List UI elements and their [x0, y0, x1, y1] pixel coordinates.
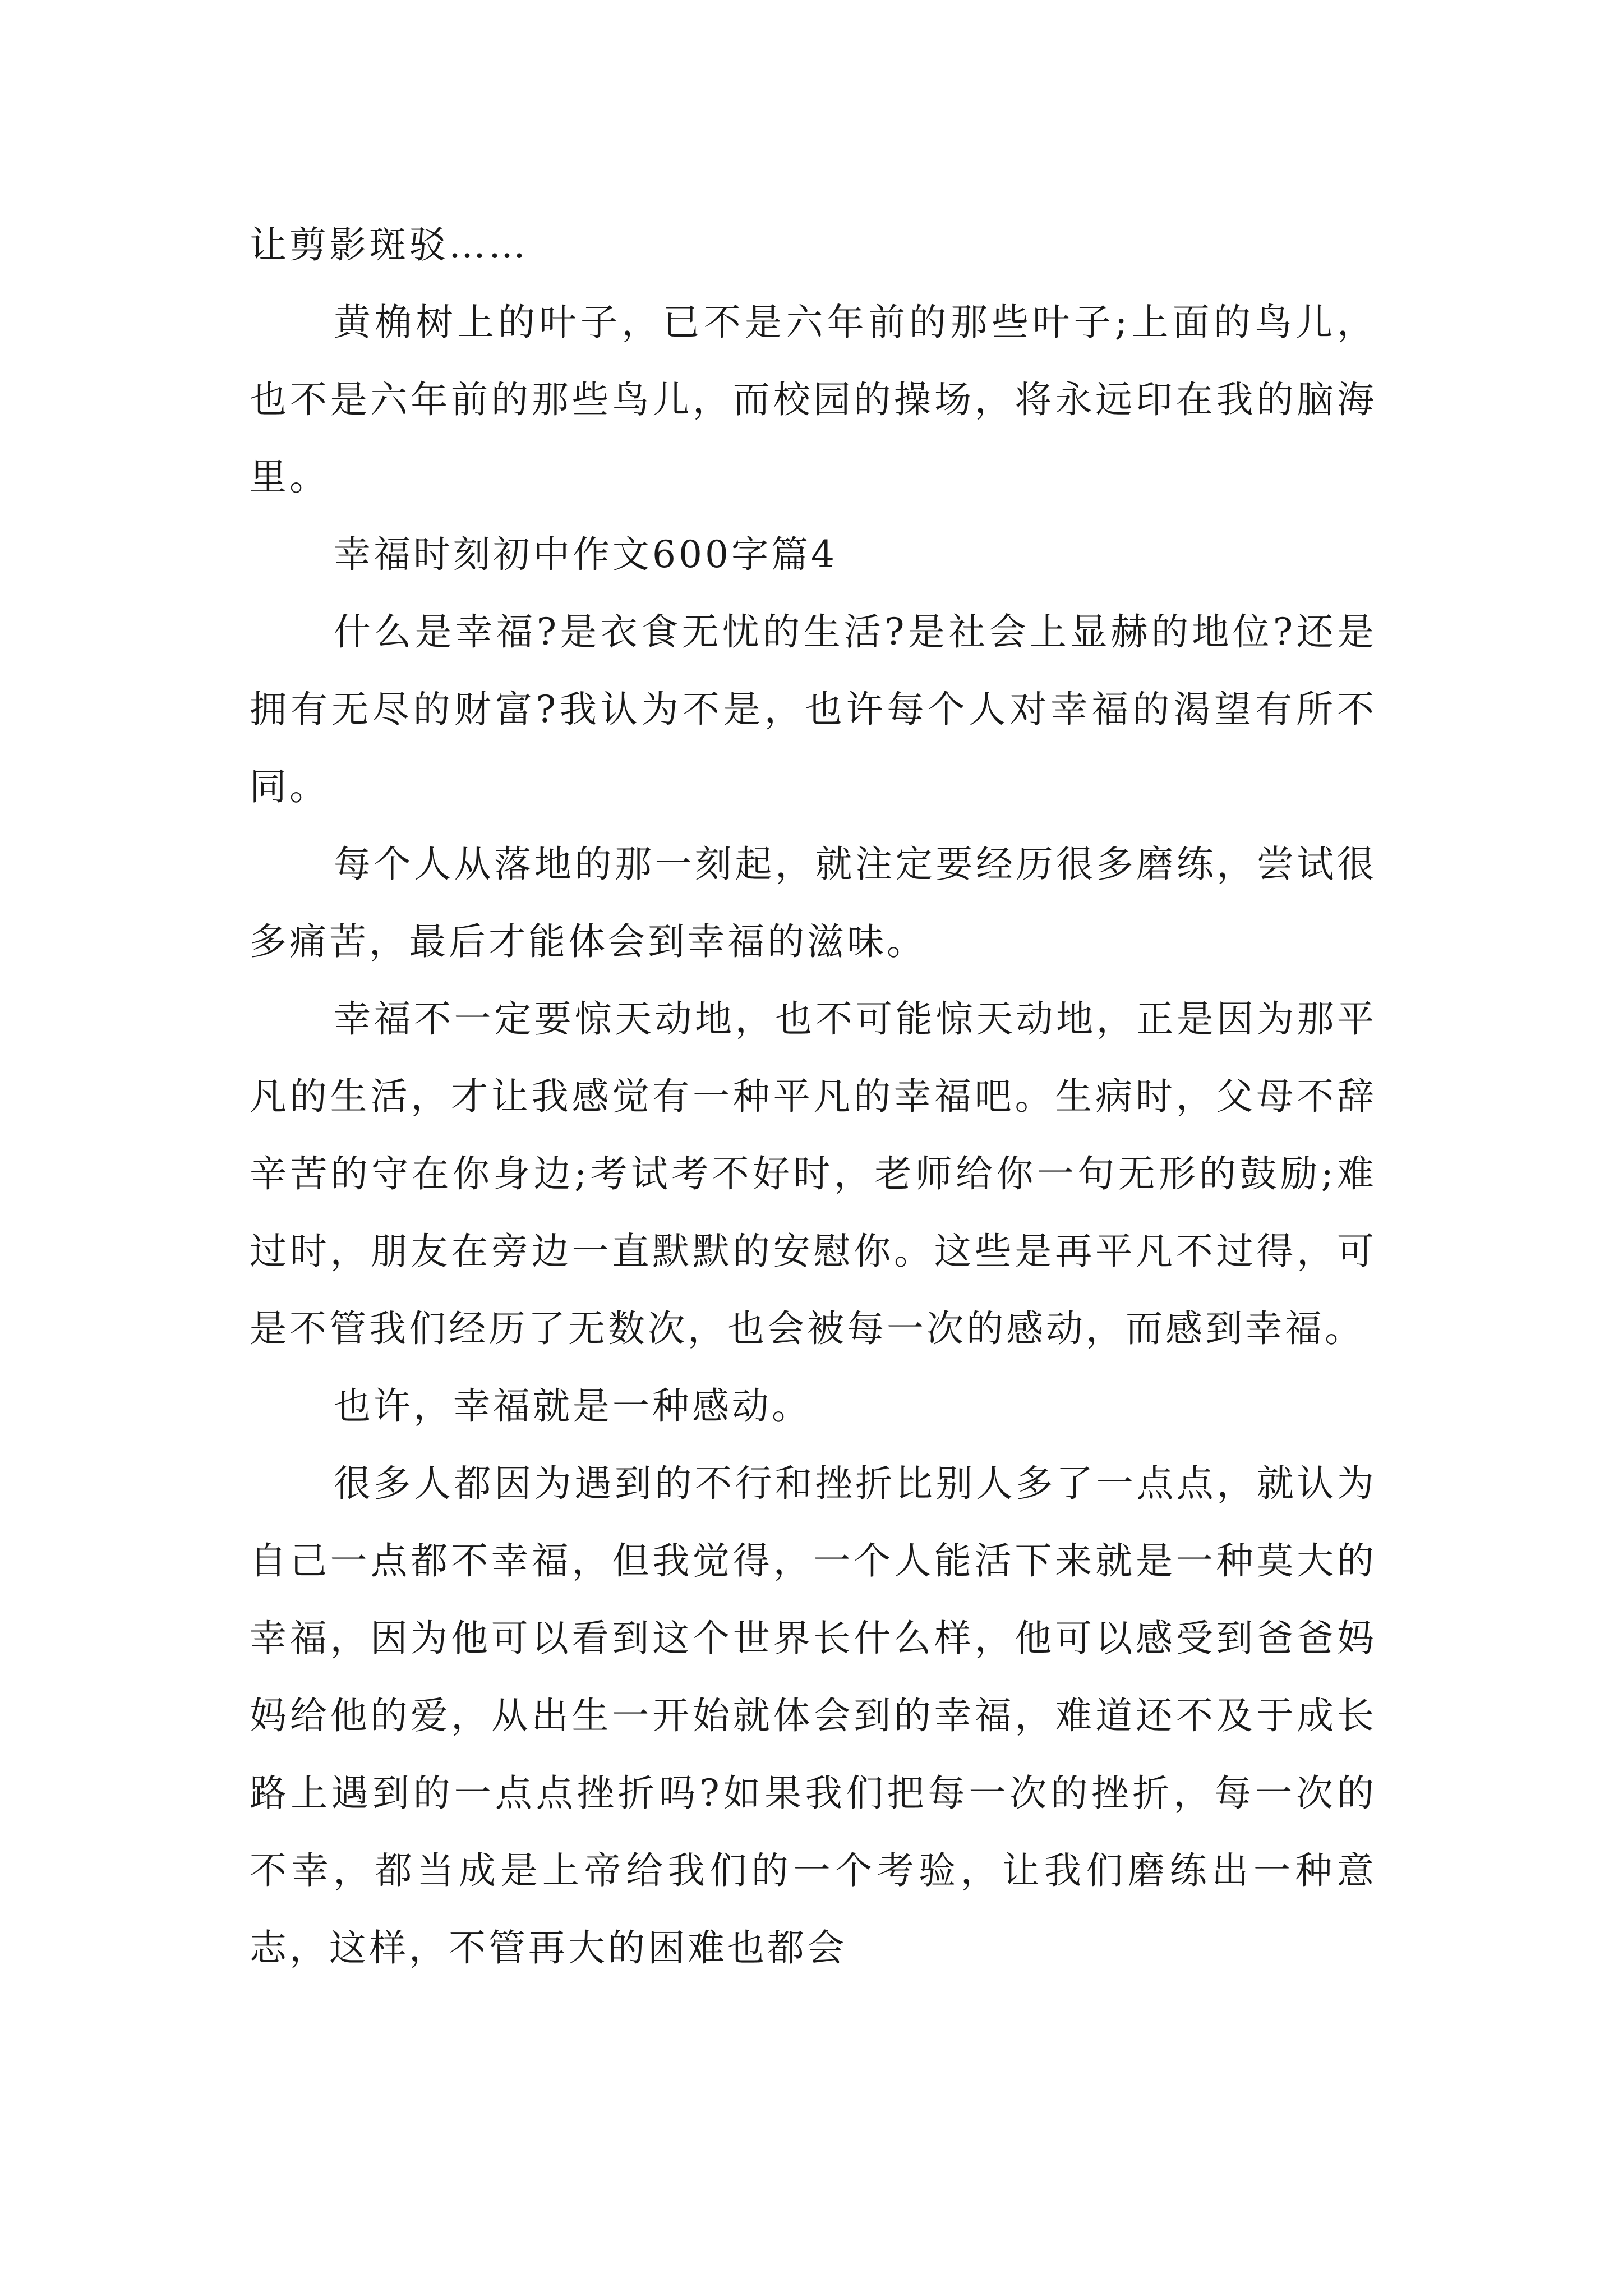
paragraph-happiness-is-touching: 也许，幸福就是一种感动。 — [334, 1384, 811, 1428]
paragraph-what-is-happiness: 什么是幸福?是衣食无忧的生活?是社会上显赫的地位?还是拥有无尽的财富?我认为不是，也许每个人对幸福的渴望有所不同。 — [250, 610, 1377, 808]
paragraph-setbacks: 很多人都因为遇到的不行和挫折比别人多了一点点，就认为自己一点都不幸福，但我觉得，一个人能活下来就是一种莫大的幸福，因为他可以看到这个世界长什么样，他可以感受到爸爸妈妈给他的爱，从出生一开始就体会到的幸福，难道还不及于成长路上遇到的一点点挫折吗?如果我们把每一次的挫折，每一次的不幸，都当成是上帝给我们的一个考验，让我们磨练出一种意志，这样，不管再大的困难也都会 — [250, 1462, 1377, 1970]
document-body — [250, 206, 1377, 1987]
paragraph-continuation: 让剪影斑驳…… — [250, 223, 528, 266]
paragraph-hardship: 每个人从落地的那一刻起，就注定要经历很多磨练，尝试很多痛苦，最后才能体会到幸福的滋味。 — [250, 843, 1377, 963]
paragraph-huangjue-tree: 黄桷树上的叶子，已不是六年前的那些叶子;上面的鸟儿，也不是六年前的那些鸟儿，而校园的操场，将永远印在我的脑海里。 — [250, 301, 1377, 499]
paragraph-ordinary-happiness: 幸福不一定要惊天动地，也不可能惊天动地，正是因为那平凡的生活，才让我感觉有一种平凡的幸福吧。生病时，父母不辞辛苦的守在你身边;考试考不好时，老师给你一句无形的鼓励;难过时，朋友在旁边一直默默的安慰你。这些是再平凡不过得，可是不管我们经历了无数次，也会被每一次的感动，而感到幸福。 — [250, 997, 1377, 1350]
essay-heading: 幸福时刻初中作文600字篇4 — [334, 533, 837, 576]
